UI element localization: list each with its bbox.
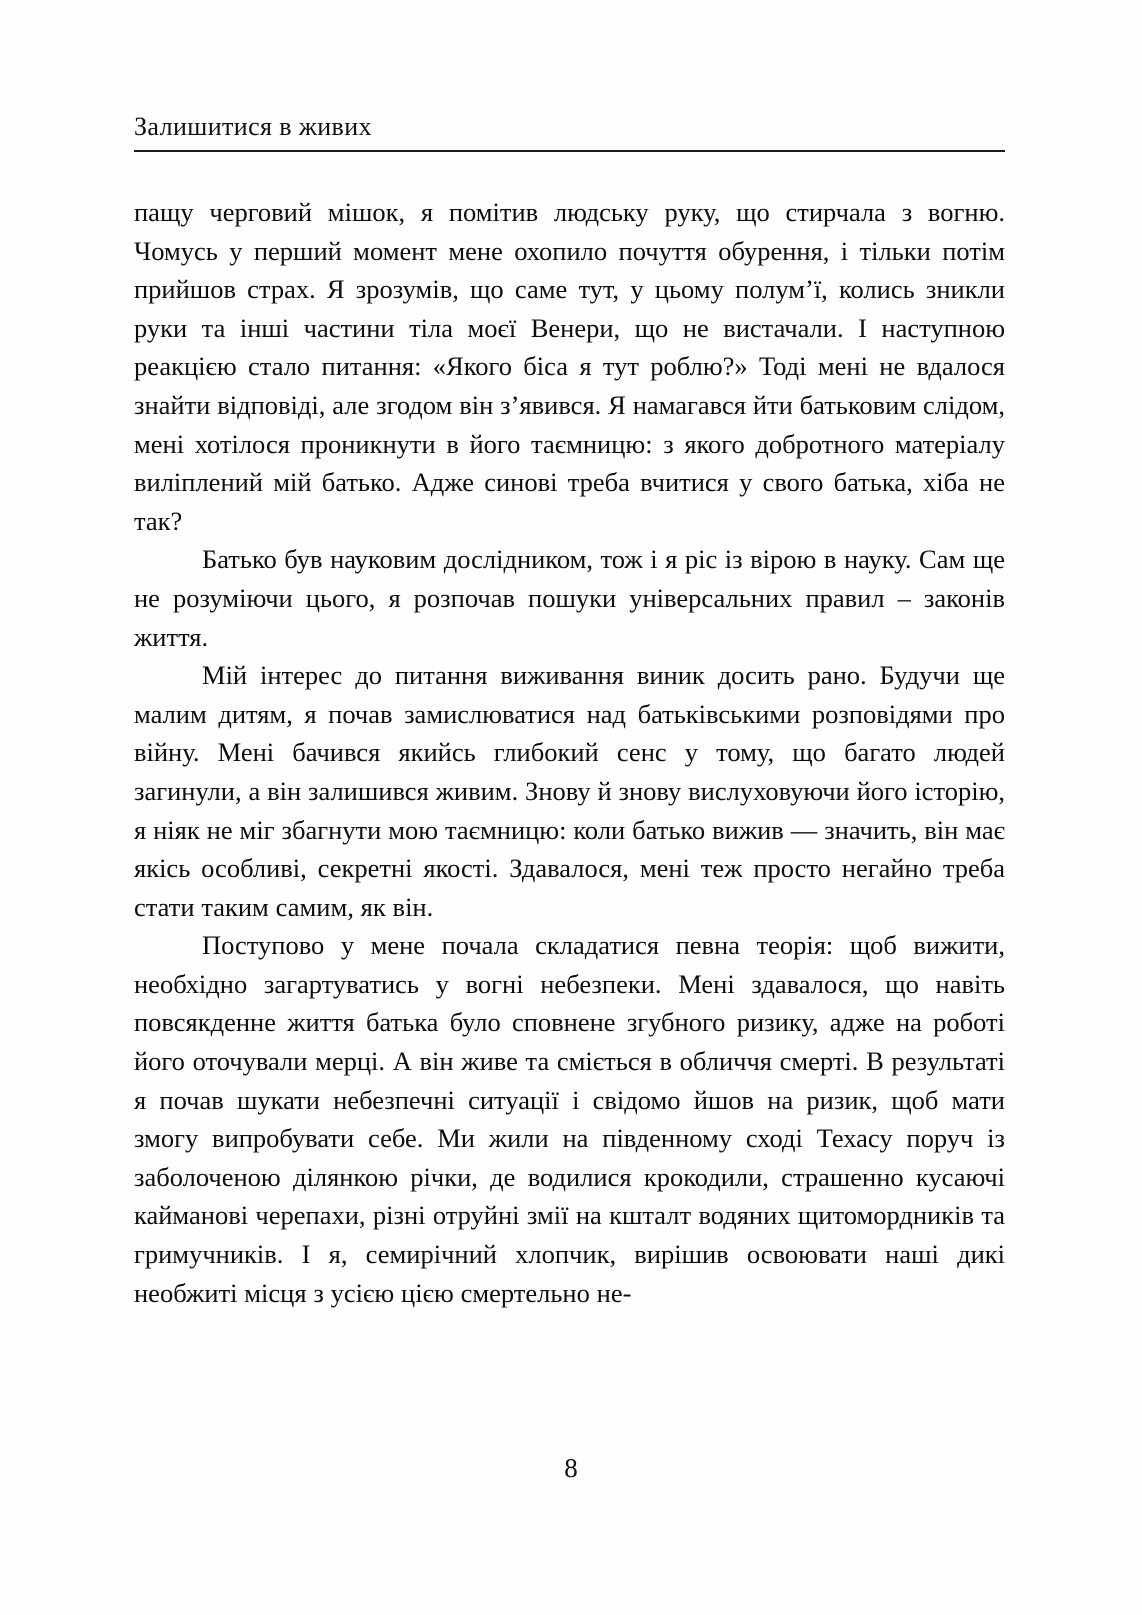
header-divider-rule [134,150,1005,152]
paragraph-continuation: пащу черговий мішок, я помітив людську руку, що стирчала з вогню. Чомусь у перший момент мене охопило почуття обурення, і тільки потім прийшов страх. Я зрозумів, що саме тут, у цьому полум’ї, колись зникли руки та інші частини тіла моєї Венери, що не вистачали. І наступною реакцією стало питання: «Якого біса я тут роблю?» Тоді мені не вдалося знайти відповіді, але згодом він з’явився. Я намагався йти батьковим слідом, мені хотілося проникнути в його таємницю: з якого добротного матеріалу виліплений мій батько. Адже синові треба вчитися у свого батька, хіба не так? [134,197,1005,536]
paragraph: Батько був науковим дослідником, тож і я ріс із вірою в науку. Сам ще не розуміючи цього, я розпочав пошуки універсальних правил – законів життя. [134,544,1005,652]
running-head-title: Залишитися в живих [134,112,372,141]
paragraph: Поступово у мене почала складатися певна теорія: щоб вижити, необхідно загартуватись у вогні небезпеки. Мені здавалося, що навіть повсякденне життя батька було сповнене згубного ризику, адже на роботі його оточували мерці. А він живе та сміється в обличчя смерті. В результаті я почав шукати небезпечні ситуації і свідомо йшов на ризик, щоб мати змогу випробувати себе. Ми жили на південному сході Техасу поруч із заболоченою ділянкою річки, де водилися крокодили, страшенно кусаючі кайманові черепахи, різні отруйні змії на кшталт водяних щитомордників та гримучників. І я, семирічний хлопчик, вирішив освоювати наші дикі необжиті місця з усією цією смертельно не- [134,930,1005,1308]
paragraph: Мій інтерес до питання виживання виник досить рано. Будучи ще малим дитям, я почав замислюватися над батьківськими розповідями про війну. Мені бачився якийсь глибокий сенс у тому, що багато людей загинули, а він залишився живим. Знову й знову вислуховуючи його історію, я ніяк не міг збагнути мою таємницю: коли батько вижив — значить, він має якісь особливі, секретні якості. Здавалося, мені теж просто негайно треба стати таким самим, як він. [134,660,1005,922]
page-number: 8 [564,1453,578,1483]
body-text-column [134,193,1005,1312]
page-header [134,112,1005,160]
